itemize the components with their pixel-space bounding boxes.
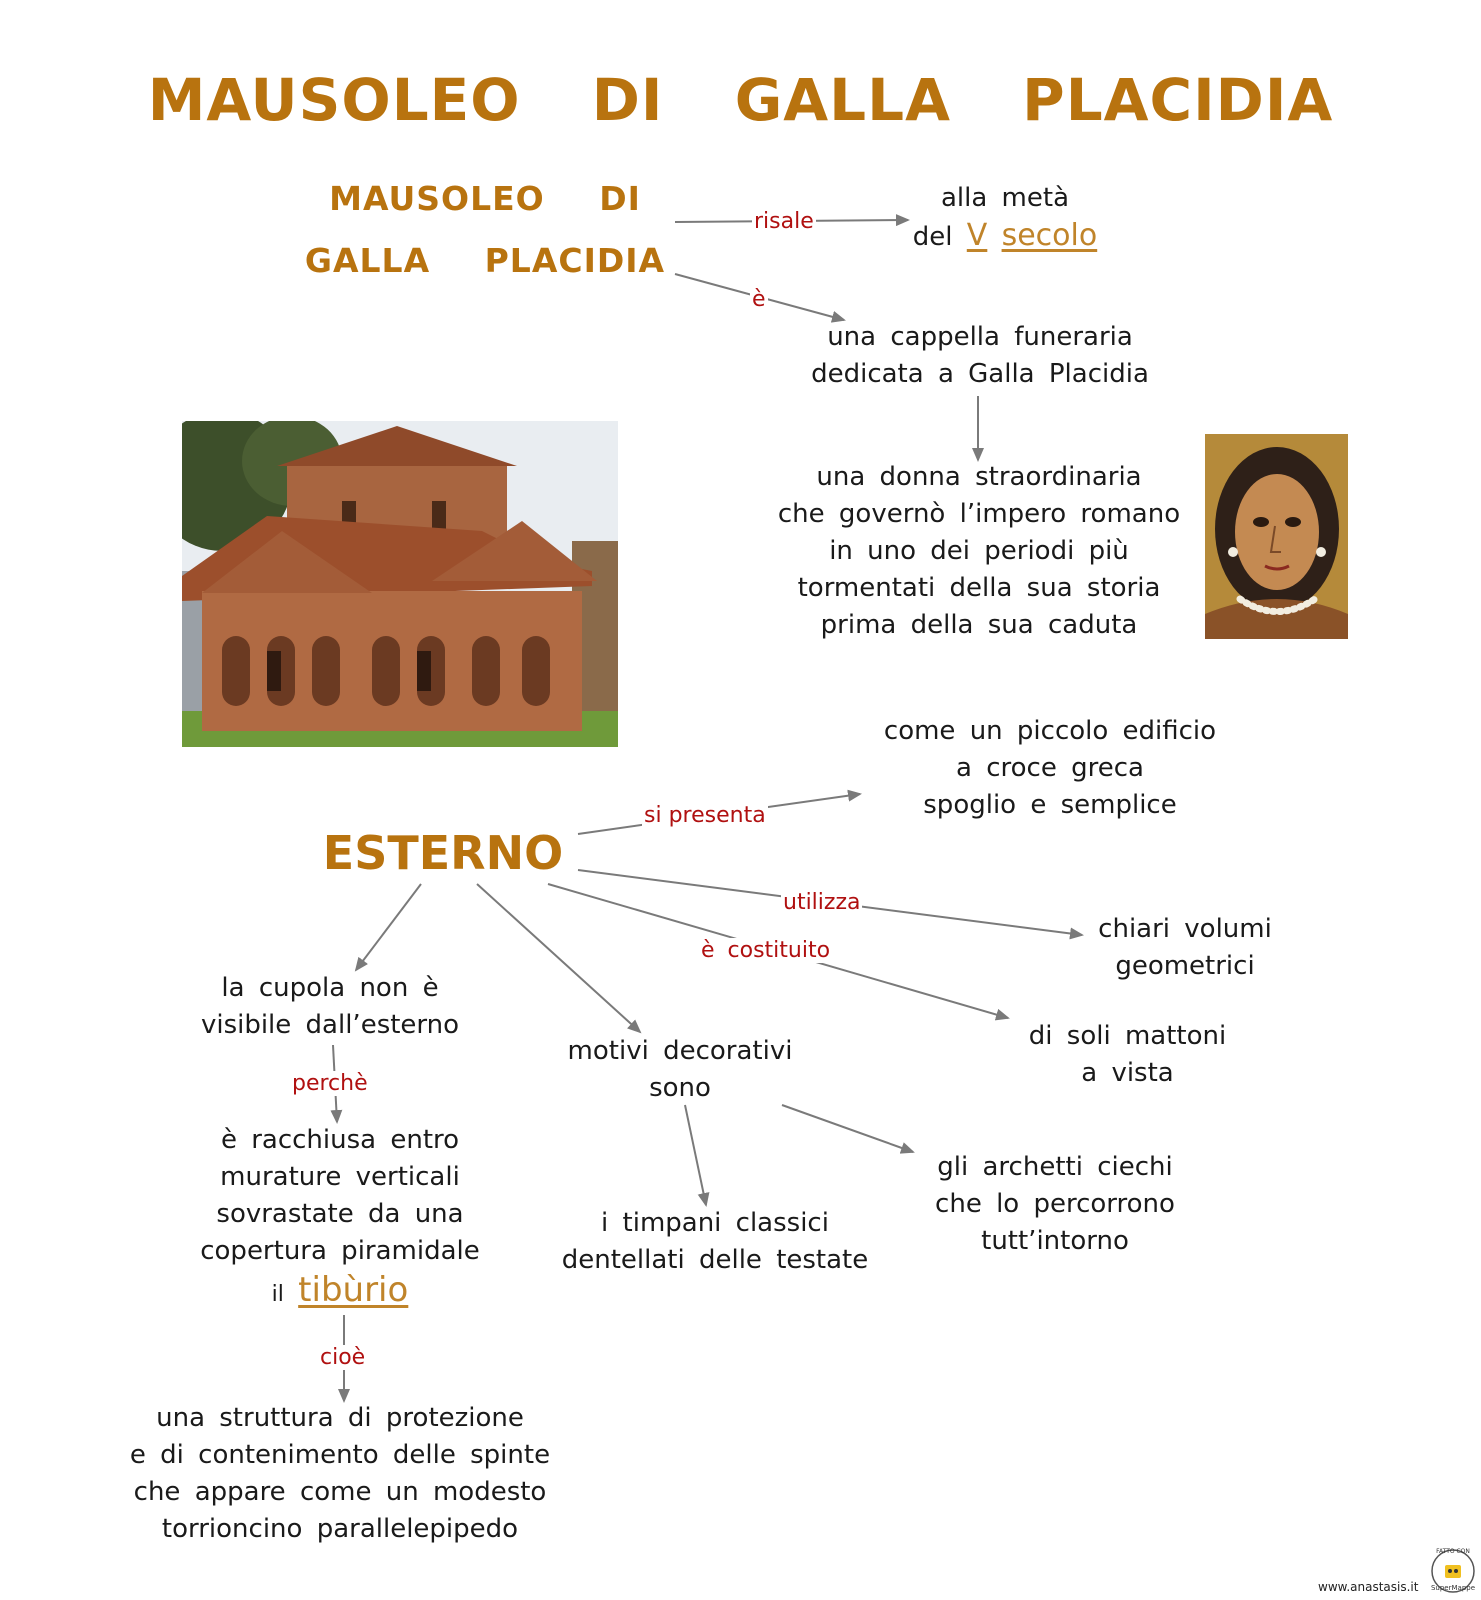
node-edificio-line2: a croce greca bbox=[956, 753, 1144, 783]
node-motivi bbox=[540, 1033, 820, 1107]
node-donna-line2: che governò l’impero romano bbox=[777, 499, 1181, 529]
node-donna-line3: in uno dei periodi più bbox=[829, 536, 1129, 566]
link-secolo[interactable]: secolo bbox=[1001, 218, 1098, 253]
node-struttura-line3: che appare come un modesto bbox=[133, 1477, 547, 1507]
galla-placidia-portrait bbox=[1205, 434, 1348, 639]
node-archetti-line3: tutt’intorno bbox=[981, 1226, 1129, 1256]
node-racchiusa-line4: copertura piramidale bbox=[200, 1236, 480, 1266]
node-cappella-line2: dedicata a Galla Placidia bbox=[811, 359, 1149, 389]
node-mattoni-line1: di soli mattoni bbox=[1028, 1021, 1227, 1051]
node-donna bbox=[740, 459, 1218, 644]
node-edificio-line3: spoglio e semplice bbox=[923, 790, 1177, 820]
node-mattoni bbox=[1000, 1018, 1255, 1092]
node-timpani bbox=[540, 1205, 890, 1279]
link-e: è bbox=[752, 287, 766, 312]
link-e-costituito: è costituito bbox=[701, 938, 831, 963]
node-racchiusa-line2: murature verticali bbox=[220, 1162, 460, 1192]
node-edificio bbox=[840, 713, 1260, 824]
node-cupola-line1: la cupola non è bbox=[221, 973, 439, 1003]
node-struttura-line4: torrioncino parallelepipedo bbox=[161, 1514, 519, 1544]
node-meta-line1: alla metà bbox=[940, 183, 1070, 213]
node-racchiusa-line5 bbox=[175, 1272, 505, 1313]
node-meta-secolo bbox=[880, 180, 1130, 256]
link-risale: risale bbox=[754, 209, 814, 234]
node-archetti-line1: gli archetti ciechi bbox=[937, 1152, 1173, 1182]
node-cappella bbox=[770, 319, 1190, 393]
node-motivi-line1: motivi decorativi bbox=[567, 1036, 793, 1066]
node-racchiusa-il: il bbox=[271, 1282, 284, 1307]
node-volumi bbox=[1070, 911, 1300, 985]
supermappe-logo bbox=[1430, 1548, 1476, 1594]
node-volumi-line2: geometrici bbox=[1115, 951, 1255, 981]
arrow-motivi-timpani bbox=[685, 1105, 706, 1205]
arrow-motivi-archetti bbox=[782, 1105, 913, 1152]
node-meta-del: del bbox=[912, 222, 953, 252]
concept-main-line2: GALLA PLACIDIA bbox=[304, 241, 666, 280]
node-edificio-line1: come un piccolo edificio bbox=[883, 716, 1217, 746]
node-mattoni-line2: a vista bbox=[1081, 1058, 1174, 1088]
concept-main-line1: MAUSOLEO DI bbox=[329, 179, 641, 218]
arrow-esterno-motivi bbox=[477, 884, 640, 1032]
node-donna-line1: una donna straordinaria bbox=[816, 462, 1142, 492]
node-archetti-line2: che lo percorrono bbox=[935, 1189, 1175, 1219]
node-cappella-line1: una cappella funeraria bbox=[827, 322, 1133, 352]
node-meta-line2 bbox=[880, 217, 1130, 256]
link-v[interactable]: V bbox=[966, 218, 988, 253]
link-si-presenta: si presenta bbox=[644, 803, 766, 828]
node-racchiusa bbox=[175, 1122, 505, 1313]
node-donna-line4: tormentati della sua storia bbox=[797, 573, 1161, 603]
link-perche: perchè bbox=[292, 1071, 368, 1096]
badge-bottom-text: SuperMappe bbox=[1430, 1584, 1476, 1592]
portrait-illustration bbox=[1205, 434, 1348, 639]
concept-esterno: ESTERNO bbox=[322, 826, 564, 880]
node-racchiusa-line3: sovrastate da una bbox=[216, 1199, 464, 1229]
node-struttura bbox=[105, 1400, 575, 1548]
mausoleum-photo bbox=[182, 421, 618, 747]
node-donna-line5: prima della sua caduta bbox=[820, 610, 1138, 640]
page-title: MAUSOLEO DI GALLA PLACIDIA bbox=[147, 66, 1334, 134]
node-archetti bbox=[905, 1149, 1205, 1260]
footer-url[interactable]: www.anastasis.it bbox=[1318, 1580, 1419, 1594]
concept-main bbox=[300, 168, 670, 292]
mausoleum-illustration bbox=[182, 421, 618, 747]
node-cupola bbox=[170, 970, 490, 1044]
node-motivi-line2: sono bbox=[649, 1073, 711, 1103]
node-struttura-line2: e di contenimento delle spinte bbox=[129, 1440, 551, 1470]
node-racchiusa-line1: è racchiusa entro bbox=[220, 1125, 460, 1155]
badge-top-text: FATTO CON bbox=[1436, 1548, 1470, 1555]
node-cupola-line2: visibile dall’esterno bbox=[200, 1010, 460, 1040]
arrow-esterno-cupola bbox=[356, 884, 421, 970]
node-struttura-line1: una struttura di protezione bbox=[156, 1403, 524, 1433]
link-utilizza: utilizza bbox=[783, 890, 861, 915]
link-tiburio[interactable]: tibùrio bbox=[298, 1270, 409, 1310]
node-timpani-line1: i timpani classici bbox=[601, 1208, 829, 1238]
link-cioe: cioè bbox=[320, 1345, 366, 1370]
node-volumi-line1: chiari volumi bbox=[1098, 914, 1272, 944]
node-timpani-line2: dentellati delle testate bbox=[561, 1245, 869, 1275]
